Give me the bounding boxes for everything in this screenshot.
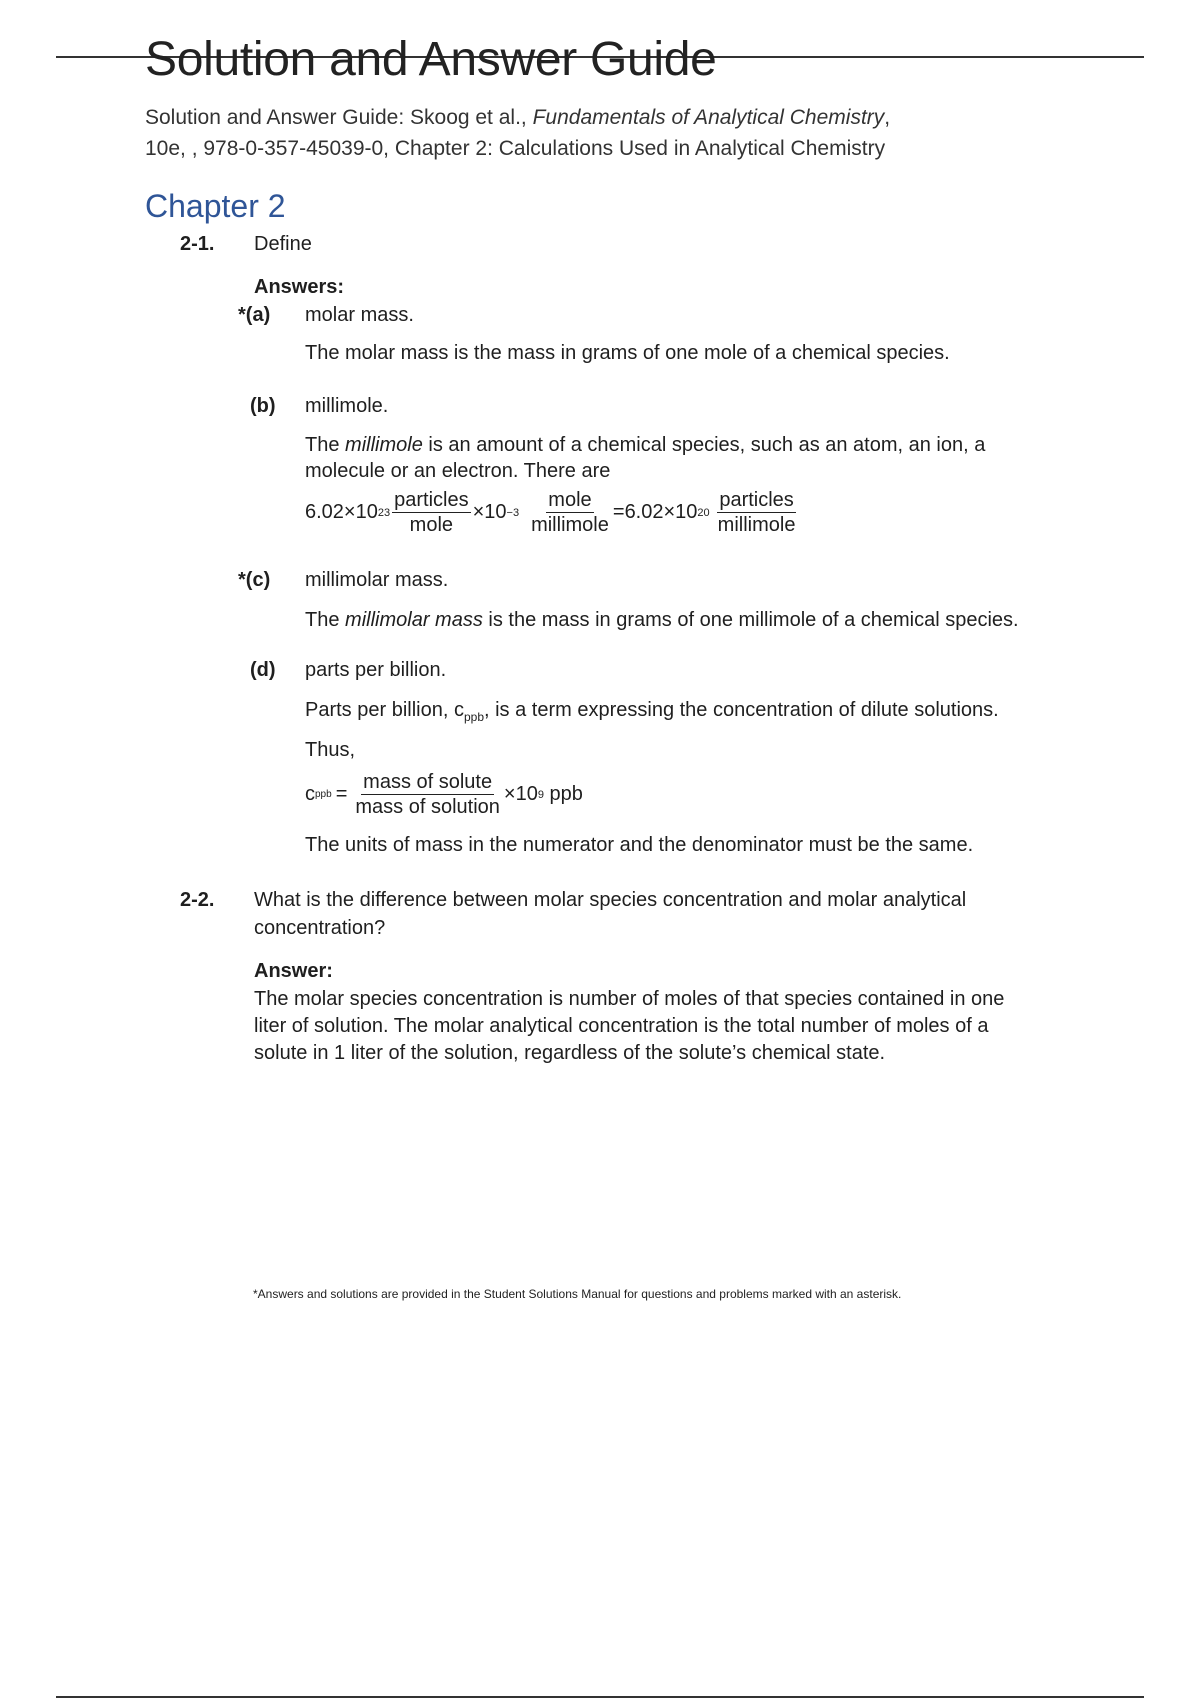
eq-fraction-1 <box>392 488 470 537</box>
answer-d-subscript: ppb <box>463 710 484 724</box>
answer-b-text-pre: The <box>305 434 346 456</box>
item-term-a: molar mass. <box>305 304 414 326</box>
question-prompt: Define <box>254 233 312 255</box>
answer-d-text-pre: Parts per billion, c <box>305 699 464 721</box>
question-prompt-2-line2: concentration? <box>254 917 386 939</box>
chapter-heading: Chapter 2 <box>145 188 286 224</box>
eq-fraction-1-denominator: mole <box>409 514 454 536</box>
item-answer-a: The molar mass is the mass in grams of one mole of a chemical species. <box>305 342 950 364</box>
item-label-b: (b) <box>250 395 276 417</box>
answer-d-text-post: , is a term expressing the concentration of dilute solutions. <box>484 699 999 721</box>
item-answer-b-line1 <box>305 432 985 458</box>
eq-fraction-2-denominator: millimole <box>531 514 609 536</box>
eq-fraction-3-denominator: millimole <box>717 514 796 536</box>
ppb-eq-denominator: mass of solution <box>355 796 500 818</box>
ppb-eq-multiplier: ×10 <box>503 783 538 805</box>
millimole-equation <box>305 488 799 537</box>
answer-c-text-post: is the mass in grams of one millimole of a chemical species. <box>482 609 1019 631</box>
eq-coefficient-1: 6.02×10 <box>305 501 378 523</box>
ppb-eq-lhs-subscript: ppb <box>315 789 332 800</box>
eq-fraction-3-numerator: particles <box>719 489 794 511</box>
footnote: *Answers and solutions are provided in the Student Solutions Manual for questions and problems marked with an asterisk. <box>253 1287 902 1301</box>
item-label-c: *(c) <box>238 569 271 591</box>
question-prompt-2-line1: What is the difference between molar species concentration and molar analytical <box>254 889 967 911</box>
question-number: 2-1. <box>180 233 215 255</box>
answer-2-line3: solute in 1 liter of the solution, regardless of the solute’s chemical state. <box>254 1042 886 1064</box>
page-title: Solution and Answer Guide <box>145 33 717 86</box>
ppb-eq-exponent: 9 <box>537 788 544 801</box>
ppb-eq-unit: ppb <box>543 783 583 805</box>
item-term-b: millimole. <box>305 395 389 417</box>
item-label-a: *(a) <box>238 304 271 326</box>
subtitle-comma: , <box>884 106 891 129</box>
ppb-eq-equals: = <box>335 783 348 805</box>
answer-c-emphasis: millimolar mass <box>345 609 483 631</box>
subtitle-prefix: Solution and Answer Guide: Skoog et al., <box>145 106 533 129</box>
question-number-2: 2-2. <box>180 889 215 911</box>
eq-exponent-2: −3 <box>506 506 520 519</box>
eq-equals: = <box>612 501 625 523</box>
answer-2-line2: liter of solution. The molar analytical concentration is the total number of moles of a <box>254 1015 989 1037</box>
eq-fraction-1-numerator: particles <box>394 489 469 511</box>
eq-fraction-2-numerator: mole <box>548 489 592 511</box>
footer-rule <box>56 1696 1144 1698</box>
ppb-eq-fraction <box>353 770 502 819</box>
subtitle-line2: 10e, , 978-0-357-45039-0, Chapter 2: Calculations Used in Analytical Chemistry <box>145 137 886 160</box>
eq-multiplier: ×10 <box>472 501 507 523</box>
eq-exponent-1: 23 <box>377 506 391 519</box>
eq-coefficient-2: 6.02×10 <box>624 501 698 523</box>
item-answer-b-line2: molecule or an electron. There are <box>305 460 611 482</box>
subtitle <box>145 102 1045 164</box>
answer-b-emphasis: millimole <box>345 434 423 456</box>
answer-2-line1: The molar species concentration is number of moles of that species contained in one <box>254 988 1005 1010</box>
answers-label: Answers: <box>254 276 345 298</box>
eq-fraction-2 <box>529 488 611 537</box>
answer-label: Answer: <box>254 960 333 982</box>
subtitle-book-title: Fundamentals of Analytical Chemistry <box>532 106 885 129</box>
ppb-equation <box>305 770 583 819</box>
item-answer-d-thus: Thus, <box>305 739 356 761</box>
item-term-d: parts per billion. <box>305 659 447 681</box>
item-answer-c <box>305 607 1019 633</box>
item-answer-d-line2: The units of mass in the numerator and the denominator must be the same. <box>305 834 974 856</box>
answer-c-text-pre: The <box>305 609 346 631</box>
answer-b-text-post: is an amount of a chemical species, such as an atom, an ion, a <box>422 434 986 456</box>
item-label-d: (d) <box>250 659 276 681</box>
ppb-eq-lhs: c <box>305 783 315 805</box>
item-answer-d-line1 <box>305 697 999 730</box>
eq-exponent-3: 20 <box>697 506 710 519</box>
item-term-c: millimolar mass. <box>305 569 449 591</box>
eq-fraction-3 <box>716 488 798 537</box>
ppb-eq-numerator: mass of solute <box>363 771 493 793</box>
